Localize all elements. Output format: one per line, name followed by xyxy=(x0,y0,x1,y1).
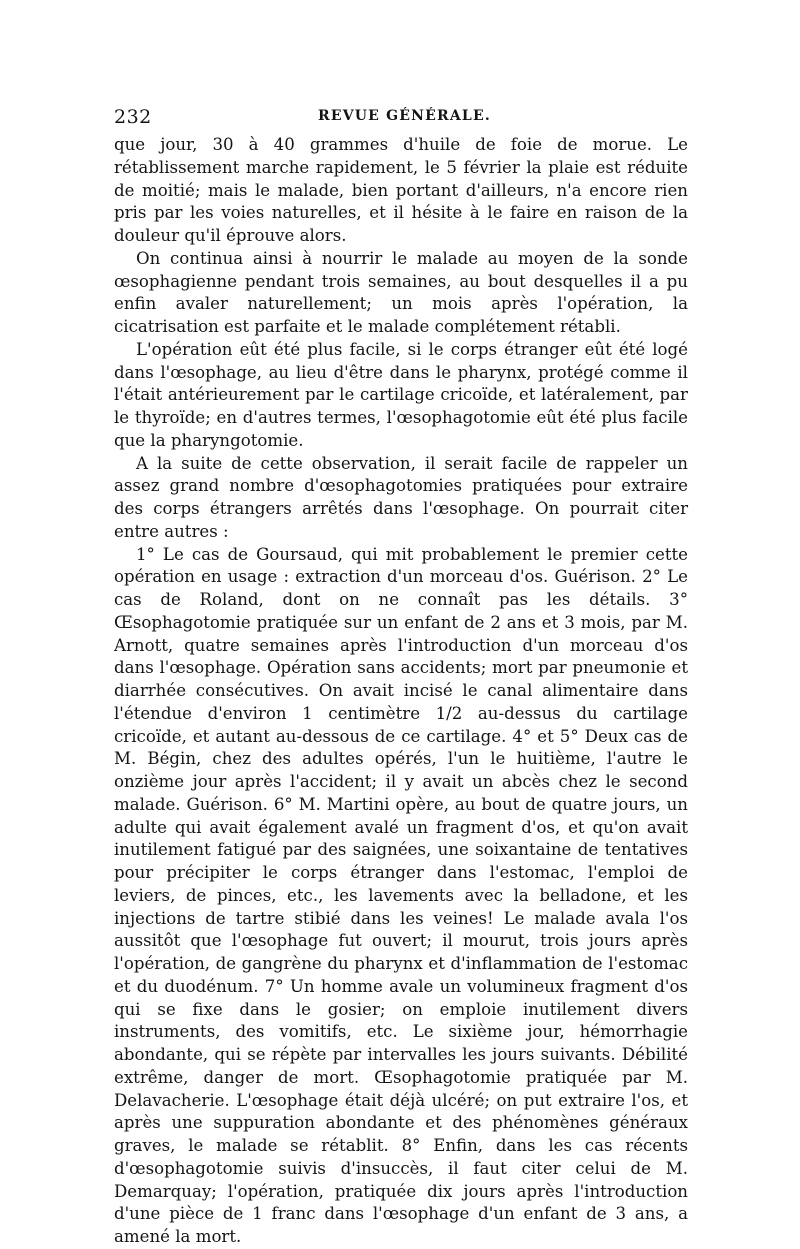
document-page xyxy=(114,104,688,1249)
page-number: 232 xyxy=(114,106,152,128)
page-header xyxy=(114,104,688,134)
paragraph: A la suite de cette observation, il serait facile de rappeler un assez grand nombre d'œsophagotomies pratiquées pour extraire des corps étrangers arrêtés dans l'œsophage. On pourrait citer entre autres : xyxy=(114,453,688,541)
paragraph: On continua ainsi à nourrir le malade au moyen de la sonde œsophagienne pendant trois semaines, au bout desquelles il a pu enfin avaler naturellement; un mois après l'opération, la cicatrisation est parfaite et le malade complétement rétabli. xyxy=(114,248,688,336)
running-title: REVUE GÉNÉRALE. xyxy=(318,108,491,124)
body-text xyxy=(114,134,688,1249)
paragraph-case-list: 1° Le cas de Goursaud, qui mit probablement le premier cette opération en usage : extraction d'un morceau d'os. Guérison. 2° Le cas de Roland, dont on ne connaît pas les détails. 3° Œsophagotomie pratiquée sur un enfant de 2 ans et 3 mois, par M. Arnott, quatre semaines après l'introduction d'un morceau d'os dans l'œsophage. Opération sans accidents; mort par pneumonie et diarrhée consécutives. On avait incisé le canal alimentaire dans l'étendue d'environ 1 centimètre 1/2 au-dessus du cartilage cricoïde, et autant au-dessous de ce cartilage. 4° et 5° Deux cas de M. Bégin, chez des adultes opérés, l'un le huitième, l'autre le onzième jour après l'accident; il y avait un abcès chez le second malade. Guérison. 6° M. Martini opère, au bout de quatre jours, un adulte qui avait également avalé un fragment d'os, et qu'on avait inutilement fatigué par des saignées, une soixantaine de tentatives pour précipiter le corps étranger dans l'estomac, l'emploi de leviers, de pinces, etc., les lavements avec la belladone, et les injections de tartre stibié dans les veines! Le malade avala l'os aussitôt que l'œsophage fut ouvert; il mourut, trois jours après l'opération, de gangrène du pharynx et d'inflammation de l'estomac et du duodénum. 7° Un homme avale un volumineux fragment d'os qui se fixe dans le gosier; on emploie inutilement divers instruments, des vomitifs, etc. Le sixième jour, hémorrhagie abondante, qui se répète par intervalles les jours suivants. Débilité extrême, danger de mort. Œsophagotomie pratiquée par M. Delavacherie. L'œsophage était déjà ulcéré; on put extraire l'os, et après une suppuration abondante et des phénomènes généraux graves, le malade se rétablit. 8° Enfin, dans les cas récents d'œsophagotomie suivis d'insuccès, il faut citer celui de M. Demarquay; l'opération, pratiquée dix jours après l'introduction d'une pièce de 1 franc dans l'œsophage d'un enfant de 3 ans, a amené la mort. xyxy=(114,544,688,1246)
paragraph: L'opération eût été plus facile, si le corps étranger eût été logé dans l'œsophage, au lieu d'être dans le pharynx, protégé comme il l'était antérieurement par le cartilage cricoïde, et latéralement, par le thyroïde; en d'autres termes, l'œsophagotomie eût été plus facile que la pharyngotomie. xyxy=(114,339,688,450)
paragraph-continued: que jour, 30 à 40 grammes d'huile de foie de morue. Le rétablissement marche rapidement, le 5 février la plaie est réduite de moitié; mais le malade, bien portant d'ailleurs, n'a encore rien pris par les voies naturelles, et il hésite à le faire en raison de la douleur qu'il éprouve alors. xyxy=(114,135,688,245)
